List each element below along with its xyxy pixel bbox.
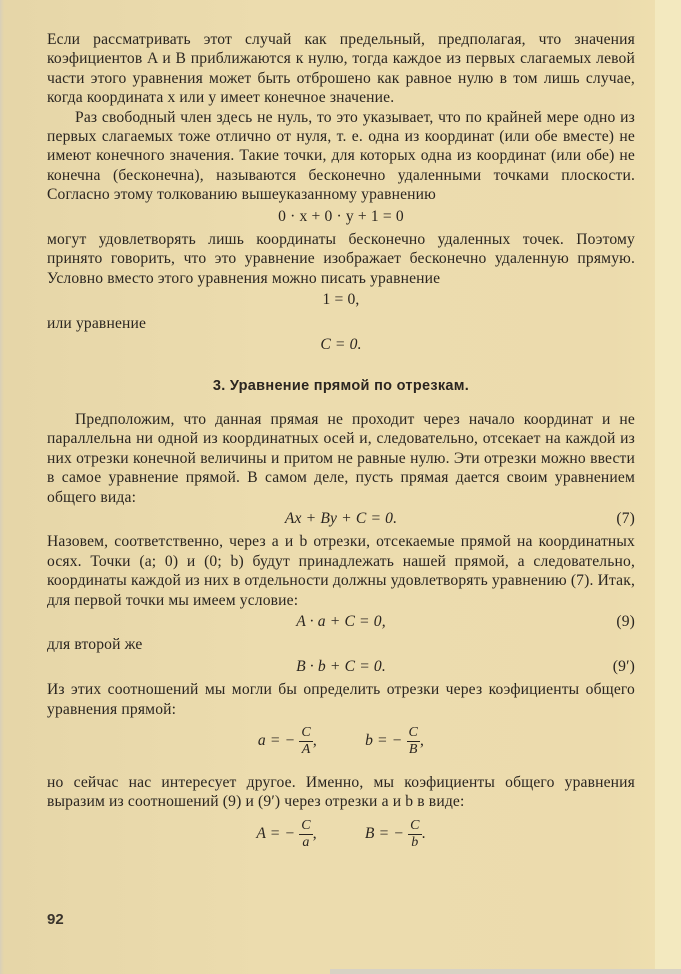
denominator: A [301, 742, 311, 757]
page-number: 92 [47, 911, 64, 928]
formula-punct: , [312, 824, 317, 842]
equation-number: (9′) [612, 657, 635, 675]
paragraph-9: но сейчас нас интересует другое. Именно, мы коэфициенты общего уравнения выразим из соотношений (9) и (9′) через отрезки a и b в виде: [47, 774, 635, 811]
formula-second-point [47, 657, 635, 676]
paragraph-1: Если рассматривать этот случай как предельный, предполагая, что значения коэфициентов A и B приближаются к нулю, тогда каждое из первых слагаемых левой части этого уравнения может быть отброшено как равное нулю в том лишь случае, когда координата x или y имеет конечное значение. [47, 31, 635, 107]
paragraph-7: для второй же [47, 636, 143, 654]
formula-coefficients [47, 818, 635, 858]
equation-number: (7) [616, 509, 635, 527]
denominator: a [302, 834, 310, 850]
paragraph-3: могут удовлетворять лишь координаты бесконечно удаленных точек. Поэтому принято говорить, что это уравнение изображает бесконечно удаленную прямую. Условно вместо этого уравнения можно писать уравнение [47, 231, 635, 287]
formula-text: A · a + C = 0, [296, 612, 386, 630]
paragraph-6: Назовем, соответственно, через a и b отрезки, отсекаемые прямой на координатных осях. Точки (a; 0) и (0; b) будут принадлежать нашей прямой, а следовательно, координаты каждой из них в отдельности должны удовлетворять уравнению (7). Итак, для первой точки мы имеем условие: [47, 533, 635, 609]
formula-punct: , [420, 732, 425, 750]
numerator: C [301, 817, 311, 833]
numerator: C [408, 725, 419, 740]
formula-text: 1 = 0, [322, 291, 360, 309]
denominator: B [408, 742, 418, 757]
fraction [407, 725, 421, 758]
formula-infinite-line [47, 207, 635, 226]
formula-text: Ax + By + C = 0. [284, 509, 398, 527]
formula-text: a = − [257, 732, 296, 750]
formula-first-point [47, 612, 635, 631]
numerator: C [301, 725, 311, 740]
paragraph-2: Раз свободный член здесь не нуль, то это указывает, что по крайней мере одно из первых слагаемых тоже отлично от нуля, т. е. одна из координат (или обе вместе) не имеют конечного значения. Такие точки, для которых одна из координат (или обе) не конечна (бесконечна), называются бесконечно удаленными точками плоскости. Согласно этому толкованию вышеуказанному уравнению [47, 108, 635, 204]
section-heading: 3. Уравнение прямой по отрезкам. [212, 377, 470, 394]
formula-text: B = − [364, 824, 405, 842]
formula-text: A = − [256, 824, 296, 842]
formula-punct: , [312, 732, 317, 750]
numerator: C [410, 817, 420, 833]
formula-text: b = − [365, 732, 403, 750]
fraction [408, 818, 422, 851]
formula-one-equals-zero [47, 290, 635, 309]
formula-intercepts [47, 725, 635, 765]
page-edge-strip [655, 0, 681, 974]
paragraph-5: Предположим, что данная прямая не проходит через начало координат и не параллельна ни одной из координатных осей и, следовательно, отсекает на каждой из них отрезки конечной величины и притом не равные нулю. Эти отрезки можно ввести в самое уравнение прямой. В самом деле, пусть прямая дается своим уравнением общего вида: [47, 410, 635, 506]
paragraph-4: или уравнение [47, 314, 147, 332]
fraction [299, 818, 313, 851]
formula-general-line [47, 509, 635, 528]
formula-c-equals-zero [47, 335, 635, 354]
page-text [47, 30, 635, 866]
scan-bottom-edge [330, 969, 681, 974]
denominator: b [411, 834, 419, 850]
fraction [299, 725, 313, 758]
formula-text: 0 · x + 0 · y + 1 = 0 [278, 207, 404, 225]
equation-number: (9) [616, 612, 635, 630]
formula-text: C = 0. [320, 336, 362, 354]
paragraph-8: Из этих соотношений мы могли бы определить отрезки через коэфициенты общего уравнения прямой: [47, 681, 635, 718]
formula-text: B · b + C = 0. [296, 657, 386, 675]
formula-punct: . [421, 824, 426, 842]
